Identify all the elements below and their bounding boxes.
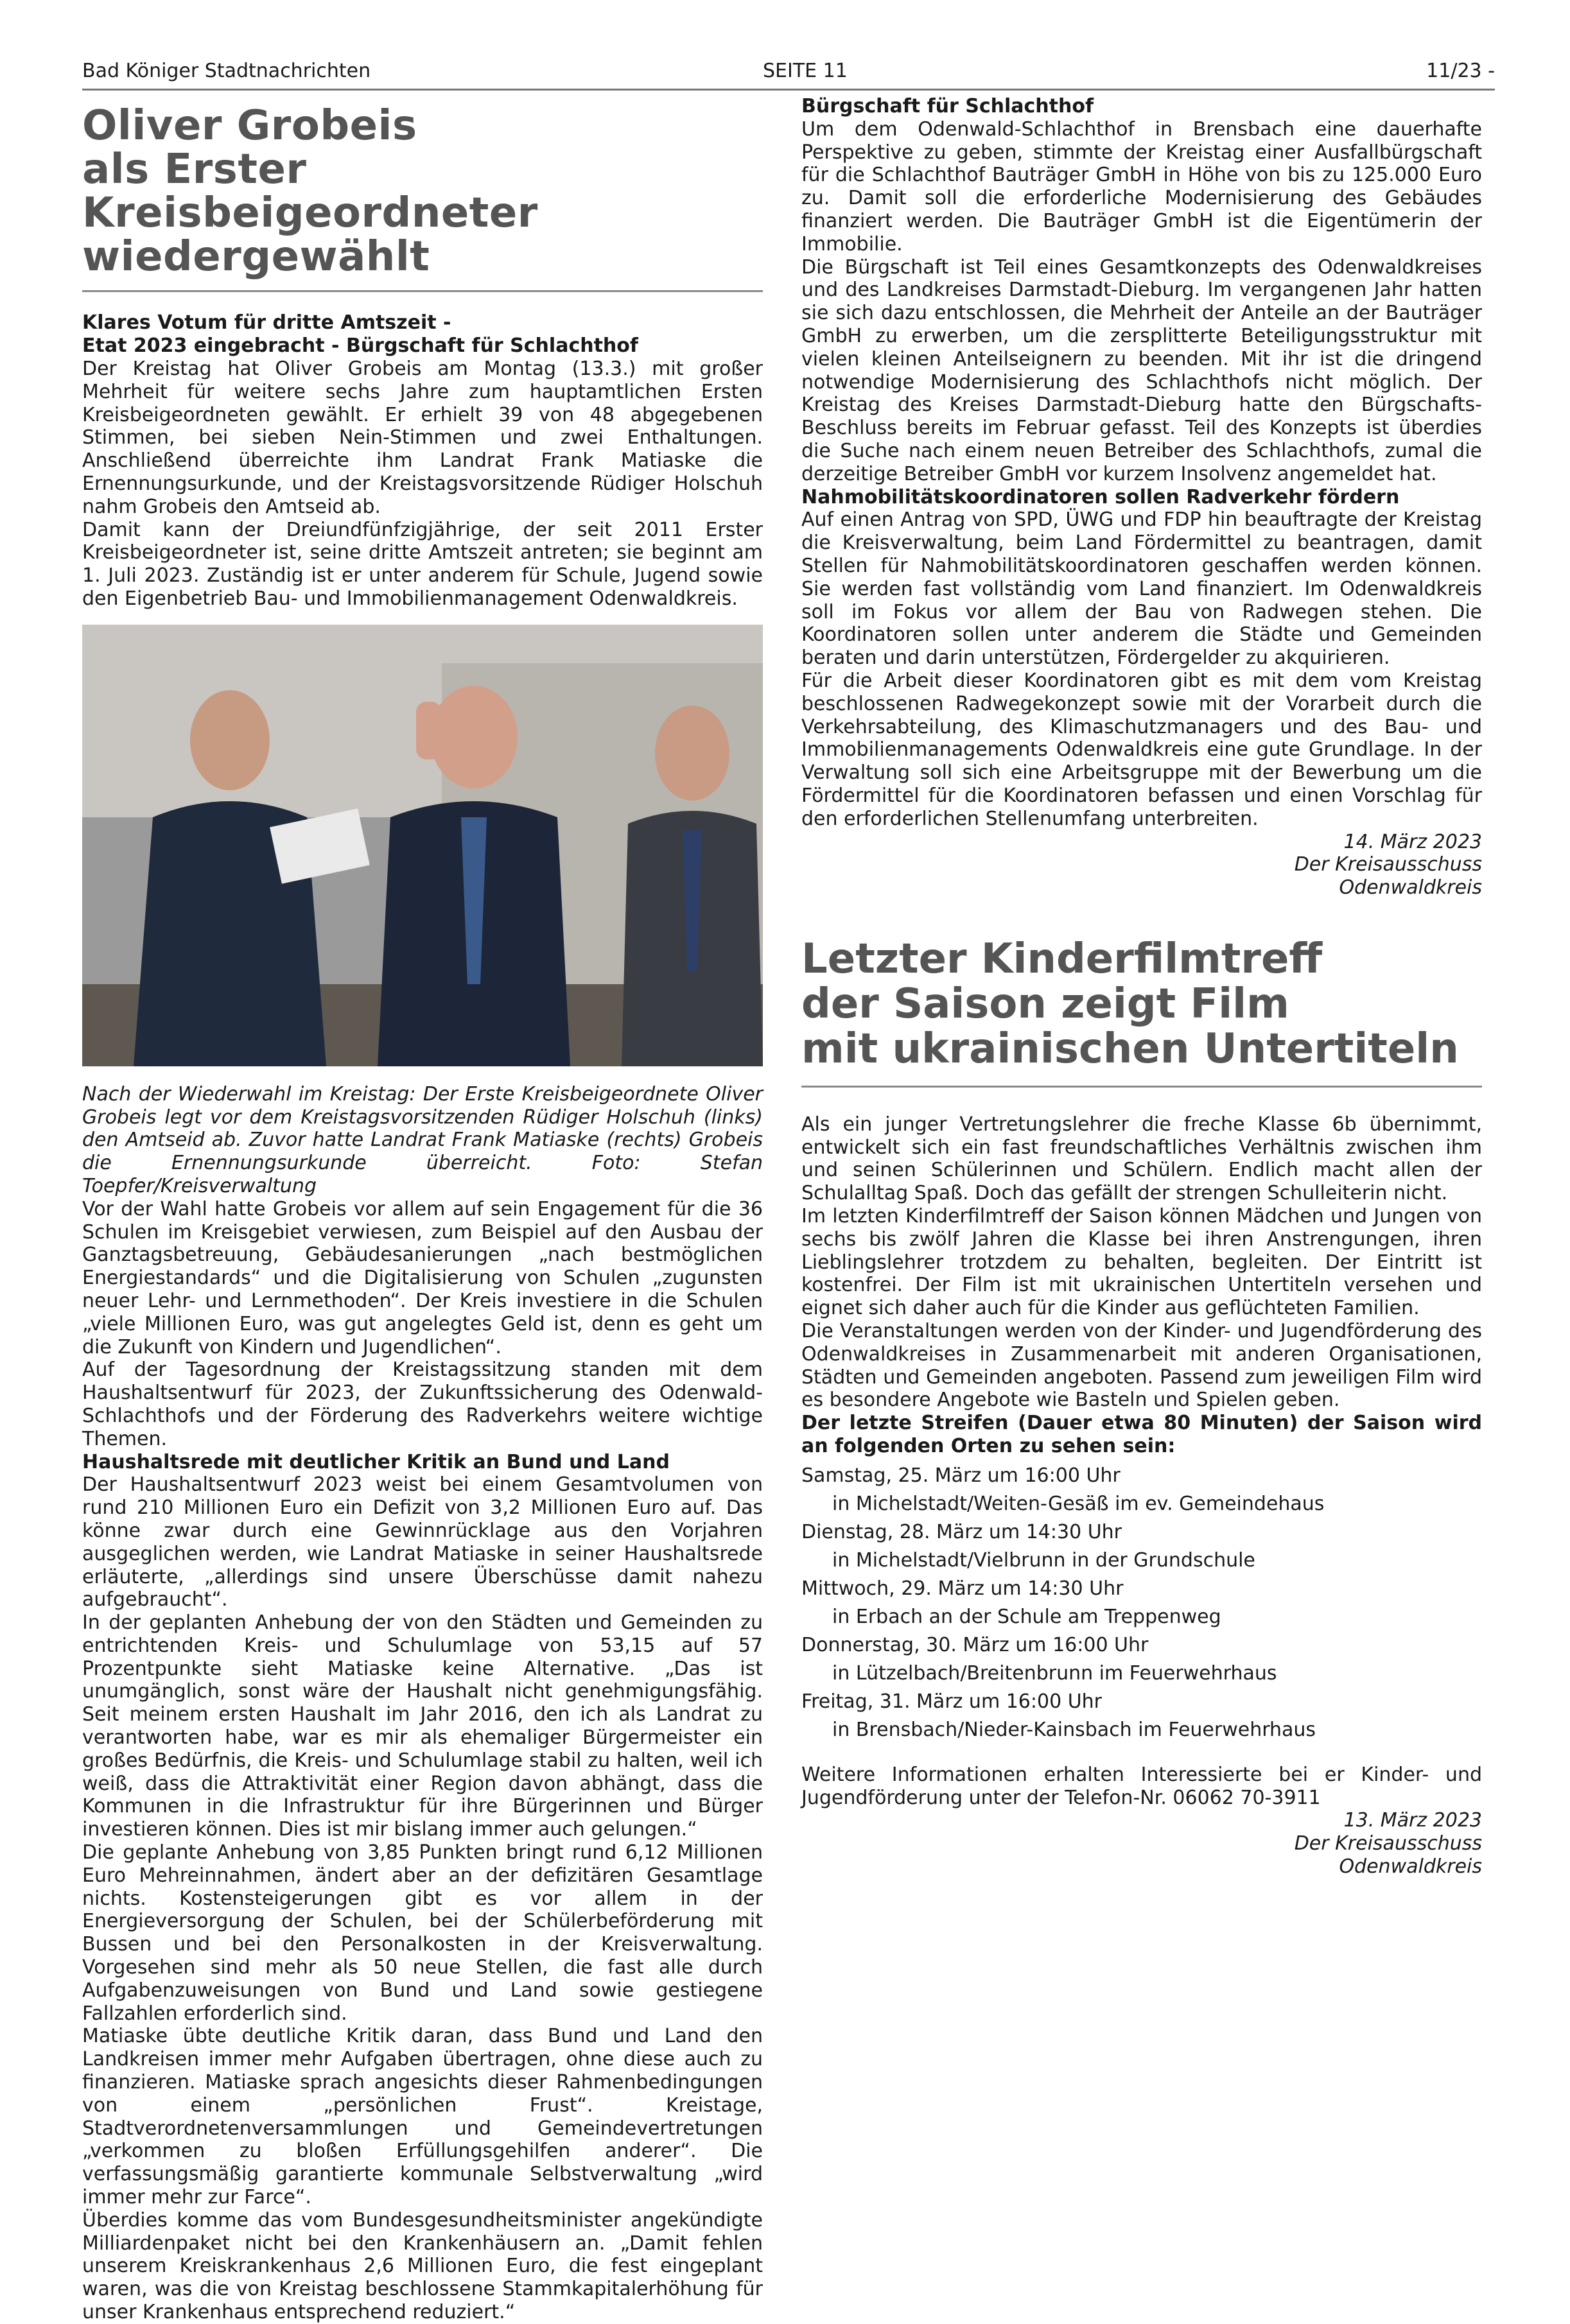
paragraph: Auf einen Antrag von SPD, ÜWG und FDP hin beauftragte der Kreistag die Kreisverwaltung, beim Land Fördermittel zu beantragen, damit Stellen für Nahmobilitätskoordinatoren geschaffen werden können. Sie werden fast vollständig vom Land finanziert. Im Odenwaldkreis soll im Fokus vor allem der Bau von Radwegen stehen. Die Koordinatoren sollen unter anderem die Städte und Gemeinden beraten und darin unterstützen, Fördergelder zu akquirieren. — [801, 508, 1482, 670]
paragraph: Damit kann der Dreiundfünfzigjährige, der seit 2011 Erster Kreisbeigeordneter ist, seine dritte Amtszeit antreten; sie beginnt am 1. Juli 2023. Zuständig ist er unter anderem für Schule, Jugend sowie den Eigenbetrieb Bau- und Immobilienmanagement Odenwaldkreis. — [82, 518, 763, 610]
headline-line: der Saison zeigt Film — [801, 980, 1289, 1028]
article2-headline — [801, 937, 1482, 1088]
paragraph: Der Kreistag hat Oliver Grobeis am Montag (13.3.) mit großer Mehrheit für weitere sechs Jahre zum hauptamtlichen Ersten Kreisbeigeordneten gewählt. Er erhielt 39 von 48 abgegebenen Stimmen, bei sieben Nein-Stimmen und zwei Enthaltungen. Anschließend überreichte ihm Landrat Frank Matiaske die Ernennungsurkunde, und der Kreistagsvorsitzende Rüdiger Holschuh nahm Grobeis den Amtseid ab. — [82, 358, 763, 518]
schedule-date: Freitag, 31. März um 16:00 Uhr — [801, 1690, 1103, 1713]
signature-org: Der Kreisausschuss — [1294, 853, 1482, 876]
paragraph: In der geplanten Anhebung der von den Städten und Gemeinden zu entrichtenden Kreis- und Schulumlage von 53,15 auf 57 Prozentpunkte sieht Matiaske keine Alternative. „Das ist unumgänglich, sonst wäre der Haushalt nicht genehmigungsfähig. Seit meinem ersten Haushalt im Jahr 2016, den ich als Landrat zu verantworten habe, war es mir als ehemaliger Bürgermeister ein großes Bedürfnis, die Kreis- und Schulumlage stabil zu halten, weil ich weiß, dass die Attraktivität einer Region davon abhängt, dass die Kommunen in die Infrastruktur für ihre Bürgerinnen und Bürger investieren können. Dies ist mir bislang immer auch gelungen.“ — [82, 1611, 763, 1841]
info-paragraph: Weitere Informationen erhalten Interessierte bei er Kinder- und Jugendförderung unter der Telefon-Nr. 06062 70-3911 — [801, 1763, 1482, 1809]
section-heading-haushalt: Haushaltsrede mit deutlicher Kritik an Bund und Land — [82, 1450, 670, 1473]
article1-signature — [801, 831, 1482, 899]
subheadline-line: Klares Votum für dritte Amtszeit - — [82, 311, 451, 334]
paragraph: Überdies komme das vom Bundesgesundheitsminister angekündigte Milliardenpaket nicht bei den Krankenhäusern an. „Damit fehlen unserem Kreiskrankenhaus 2,6 Millionen Euro, die fest eingeplant waren, was die von Kreistag beschlossene Stammkapitalerhöhung für unser Krankenhaus entsprechend reduziert.“ — [82, 2208, 763, 2323]
right-column — [801, 95, 1482, 1878]
photo-caption: Nach der Wiederwahl im Kreistag: Der Erste Kreisbeigeordnete Oliver Grobeis legt vor dem Kreistagsvorsitzenden Rüdiger Holschuh (links) den Amtseid ab. Zuvor hatte Landrat Frank Matiaske (rechts) Grobeis die Ernennungsurkunde überreicht. Foto: Stefan Toepfer/Kreisverwaltung — [82, 1082, 763, 1197]
paragraph: Matiaske übte deutliche Kritik daran, dass Bund und Land den Landkreisen immer mehr Aufgaben übertragen, ohne diese auch zu finanzieren. Matiaske sprach angesichts dieser Rahmenbedingungen von einem „persönlichen Frust“. Kreistage, Stadtverordnetenversammlungen und Gemeindevertretungen „verkommen zu bloßen Erfüllungsgehilfen anderer“. Die verfassungsmäßig garantierte kommunale Selbstverwaltung „wird immer mehr zur Farce“. — [82, 2025, 763, 2209]
paragraph: Der Haushaltsentwurf 2023 weist bei einem Gesamtvolumen von rund 210 Millionen Euro ein Defizit von 3,2 Millionen Euro auf. Das könne zwar durch eine Gewinnrücklage aus den Vorjahren ausgeglichen werden, wie Landrat Matiaske in seiner Haushaltsrede erläuterte, „allerdings sind unsere Überschüsse damit nahezu aufgebraucht“. — [82, 1473, 763, 1611]
headline-line: mit ukrainischen Untertiteln — [801, 1025, 1459, 1073]
schedule-date: Samstag, 25. März um 16:00 Uhr — [801, 1464, 1121, 1487]
schedule-location: in Lützelbach/Breitenbrunn im Feuerwehrhaus — [832, 1661, 1277, 1685]
schedule-date: Mittwoch, 29. März um 14:30 Uhr — [801, 1577, 1124, 1600]
headline-line: Letzter Kinderfilmtreff — [801, 935, 1323, 983]
page-number: SEITE 11 — [763, 60, 848, 82]
paragraph: Als ein junger Vertretungslehrer die freche Klasse 6b übernimmt, entwickelt sich ein fast freundschaftliches Verhältnis zwischen ihm und seinen Schülerinnen und Schülern. Endlich macht allen der Schulalltag Spaß. Doch das gefällt der strengen Schulleiterin nicht. — [801, 1113, 1482, 1205]
paragraph: Vor der Wahl hatte Grobeis vor allem auf sein Engagement für die 36 Schulen im Kreisgebiet verwiesen, zum Beispiel auf den Ausbau der Ganztagsbetreuung, Gebäudesanierungen „nach bestmöglichen Energiestandards“ und die Digitalisierung von Schulen „zugunsten neuer Lehr- und Lernmethoden“. Der Kreis investiere in die Schulen „viele Millionen Euro, was gut angelegtes Geld ist, denn es geht um die Zukunft von Kindern und Jugendlichen“. — [82, 1197, 763, 1358]
paragraph: Die geplante Anhebung von 3,85 Punkten bringt rund 6,12 Millionen Euro Mehreinnahmen, ändert aber an der defizitären Gesamtlage nichts. Kostensteigerungen gibt es vor allem in der Energieversorgung der Schulen, bei der Schülerbeförderung mit Bussen und bei den Personalkosten in der Kreisverwaltung. Vorgesehen sind mehr als 50 neue Stellen, die fast alle durch Aufgabenzuweisungen von Bund und Land sowie gestiegene Fallzahlen erforderlich sind. — [82, 1841, 763, 2025]
schedule-location: in Michelstadt/Vielbrunn in der Grundschule — [832, 1548, 1255, 1572]
schedule-location: in Erbach an der Schule am Treppenweg — [832, 1605, 1221, 1628]
schedule-intro: Der letzte Streifen (Dauer etwa 80 Minuten) der Saison wird an folgenden Orten zu sehen sein: — [801, 1412, 1482, 1458]
schedule-location: in Michelstadt/Weiten-Gesäß im ev. Gemeindehaus — [832, 1492, 1325, 1515]
article-photo — [82, 625, 763, 1066]
signature-org: Der Kreisausschuss — [1294, 1832, 1482, 1855]
left-column — [82, 95, 763, 2324]
article2-signature — [801, 1809, 1482, 1878]
signature-org: Odenwaldkreis — [1339, 1855, 1482, 1878]
page-header — [82, 58, 1495, 91]
headline-line: als Erster Kreisbeigeordneter — [82, 146, 538, 237]
signature-date: 13. März 2023 — [1343, 1809, 1482, 1832]
paragraph: Die Veranstaltungen werden von der Kinder- und Jugendförderung des Odenwaldkreises in Zusammenarbeit mit anderen Organisationen, Städten und Gemeinden angeboten. Passend zum jeweiligen Film wird es besondere Angebote wie Basteln und Spielen geben. — [801, 1320, 1482, 1412]
article1-subheadline — [82, 311, 763, 358]
schedule-list — [801, 1462, 1482, 1744]
section-heading-nahmobilitaet: Nahmobilitätskoordinatoren sollen Radverkehr fördern — [801, 485, 1400, 508]
schedule-date: Dienstag, 28. März um 14:30 Uhr — [801, 1520, 1122, 1543]
section-heading-schlachthof: Bürgschaft für Schlachthof — [801, 95, 1094, 117]
issue-number: 11/23 - — [1426, 60, 1495, 82]
signature-org: Odenwaldkreis — [1339, 876, 1482, 899]
headline-line: Oliver Grobeis — [82, 102, 417, 150]
signature-date: 14. März 2023 — [1343, 830, 1482, 853]
paragraph: Für die Arbeit dieser Koordinatoren gibt es mit dem vom Kreistag beschlossenen Radwegekonzept sowie mit der Vorarbeit durch die Verkehrsabteilung, des Klimaschutzmanagers und des Bau- und Immobilienmanagements Odenwaldkreis eine gute Grundlage. In der Verwaltung soll sich eine Arbeitsgruppe mit der Bewerbung um die Fördermittel für die Koordinatoren befassen und einen Vorschlag für den erforderlichen Stellenumfang unterbreiten. — [801, 669, 1482, 830]
headline-line: wiedergewählt — [82, 233, 430, 281]
schedule-date: Donnerstag, 30. März um 16:00 Uhr — [801, 1633, 1149, 1656]
subheadline-line: Etat 2023 eingebracht - Bürgschaft für Schlachthof — [82, 334, 638, 357]
schedule-location: in Brensbach/Nieder-Kainsbach im Feuerwehrhaus — [832, 1718, 1316, 1741]
publication-name: Bad Königer Stadtnachrichten — [82, 60, 371, 82]
paragraph: Um dem Odenwald-Schlachthof in Brensbach eine dauerhafte Perspektive zu geben, stimmte der Kreistag einer Ausfallbürgschaft für die Schlachthof Bauträger GmbH in Höhe von bis zu 125.000 Euro zu. Damit soll die erforderliche Modernisierung des Gebäudes finanziert werden. Die Bauträger GmbH ist die Eigentümerin der Immobilie. — [801, 117, 1482, 256]
paragraph: Auf der Tagesordnung der Kreistagssitzung standen mit dem Haushaltsentwurf für 2023, der Zukunftssicherung des Odenwald-Schlachthofs und der Förderung des Radverkehrs weitere wichtige Themen. — [82, 1358, 763, 1450]
article1-headline — [82, 95, 763, 292]
paragraph: Im letzten Kinderfilmtreff der Saison können Mädchen und Jungen von sechs bis zwölf Jahren die Klasse bei ihren Anstrengungen, ihren Lieblingslehrer trotzdem zu behalten, begleiten. Der Eintritt ist kostenfrei. Der Film ist mit ukrainischen Untertiteln versehen und eignet sich daher auch für die Kinder aus geflüchteten Familien. — [801, 1205, 1482, 1320]
paragraph: Die Bürgschaft ist Teil eines Gesamtkonzepts des Odenwaldkreises und des Landkreises Darmstadt-Dieburg. Im vergangenen Jahr hatten sie sich dazu entschlossen, die Mehrheit der Anteile an der Bauträger GmbH zu erwerben, um die zersplitterte Beteiligungsstruktur mit vielen kleinen Anteilseignern zu beenden. Mit ihr ist die dringend notwendige Modernisierung des Schlachthofs nicht möglich. Der Kreistag des Kreises Darmstadt-Dieburg hatte den Bürgschafts-Beschluss bereits im Februar gefasst. Teil des Konzepts ist überdies die Suche nach einem neuen Betreiber des Schlachthofs, zumal die derzeitige Betreiber GmbH vor kurzem Insolvenz angemeldet hat. — [801, 256, 1482, 485]
